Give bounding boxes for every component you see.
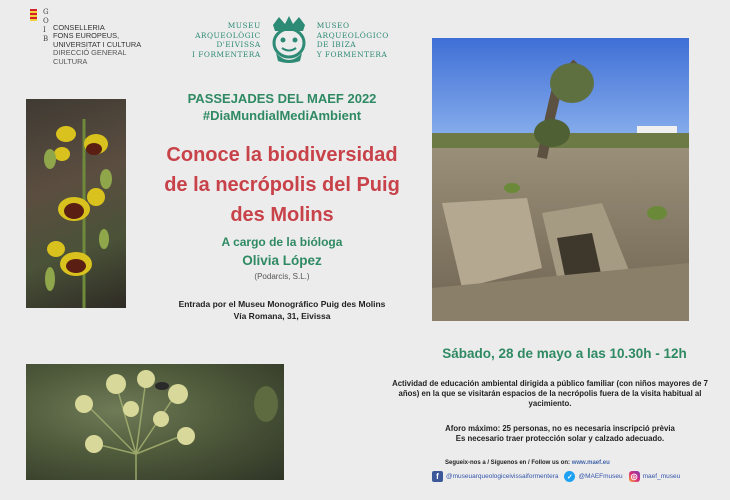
instagram-link[interactable]: ◎ maef_museu (630, 472, 681, 481)
twitter-link[interactable]: ✓ @MAEFmuseu (564, 471, 622, 482)
website-link[interactable]: www.maef.eu (571, 460, 610, 466)
social-links (432, 471, 680, 482)
goib-letters: G O I B (43, 8, 49, 43)
museum-name-catalan: MUSEU ARQUEOLÒGIC D'EIVISSA I FORMENTERA (192, 21, 261, 59)
event-description: Actividad de educación ambiental dirigida a público familiar (con niños mayores de 7 años) en la que se visitarán espacios de la necrópolis fuera de la visita habitual al yacimiento. (392, 379, 708, 408)
entry-info: Entrada por el Museu Monográfico Puig des Molins Vía Romana, 31, Eivissa (178, 299, 386, 321)
guide-label: A cargo de la bióloga (221, 235, 343, 249)
event-date: Sábado, 28 de mayo a las 10.30h - 12h (442, 346, 687, 361)
instagram-icon: ◎ (629, 471, 640, 482)
follow-us: Segueix-nos a / Síguenos en / Follow us on: www.maef.eu (445, 460, 610, 466)
museum-name-spanish: MUSEO ARQUEOLÓGICO DE IBIZA Y FORMENTERA (316, 21, 389, 59)
orchid-photo (26, 99, 126, 308)
museum-logo (192, 15, 389, 65)
facebook-icon: f (432, 471, 443, 482)
guide-company: (Podarcis, S.L.) (254, 272, 310, 281)
govern-logo (30, 8, 141, 66)
facebook-link[interactable]: f @museuarqueologiceivissaiformentera (432, 471, 558, 482)
guide-name: Olivia López (242, 253, 322, 268)
fennel-flower-photo (26, 364, 284, 480)
govern-text: CONSELLERIA FONS EUROPEUS, UNIVERSITAT I CULTURA DIRECCIÓ GENERAL CULTURA (53, 23, 142, 66)
twitter-icon: ✓ (564, 471, 575, 482)
bes-mask-icon (267, 15, 311, 65)
necropolis-photo (432, 38, 689, 321)
event-series-heading: PASSEJADES DEL MAEF 2022 #DiaMundialMediAmbient (187, 91, 377, 123)
capacity-info: Aforo máximo: 25 personas, no es necesaria inscripció prèvia Es necesario traer protección solar y calzado adecuado. (445, 424, 675, 443)
balearic-flag-icon (30, 9, 37, 21)
event-title: Conoce la biodiversidad de la necrópolis del Puig des Molins (164, 144, 400, 226)
